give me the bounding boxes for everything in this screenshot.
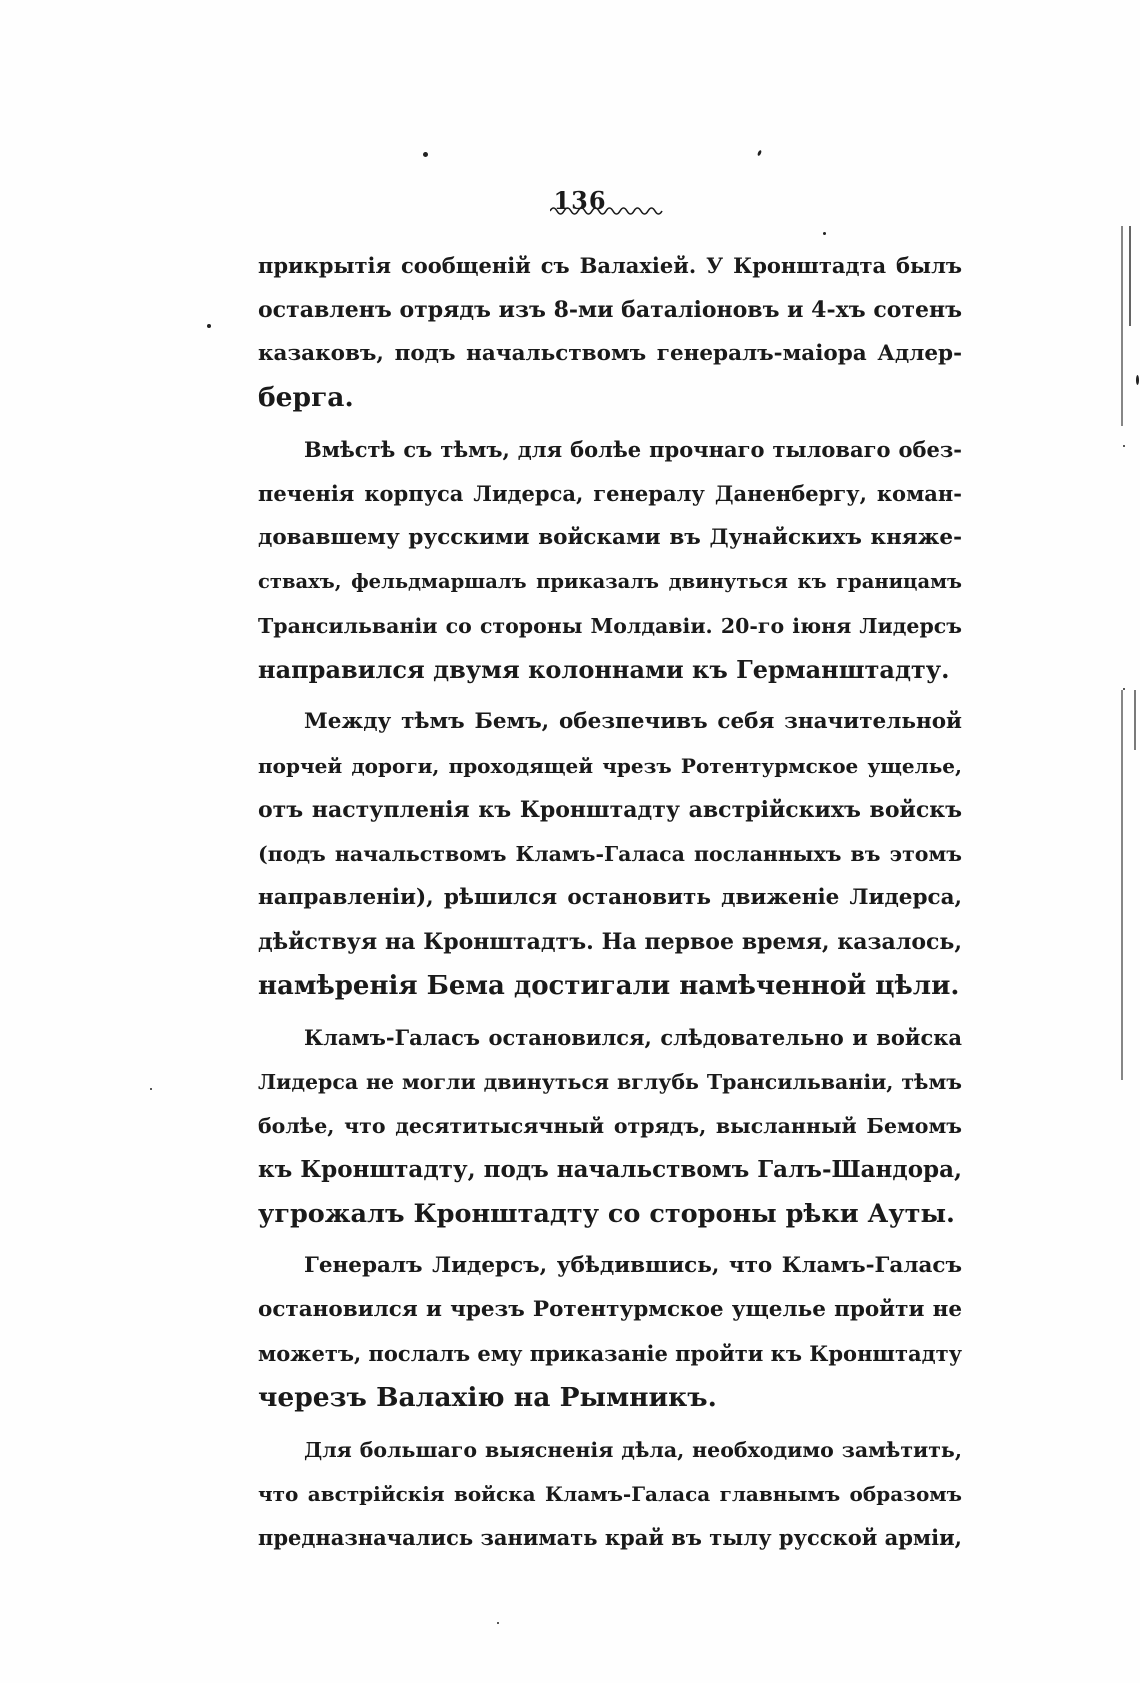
text-line: довавшему русскими войсками въ Дунайскихъ княже-	[258, 525, 962, 550]
text-line: Трансильваніи со стороны Молдавіи. 20-го іюня Лидерсъ	[258, 614, 962, 638]
scan-speck	[1136, 375, 1139, 385]
text-line: направился двумя колоннами къ Германштадту.	[258, 655, 950, 684]
scan-speck	[423, 152, 428, 157]
text-line: порчей дороги, проходящей чрезъ Ротентурмское ущелье,	[258, 754, 962, 778]
text-line: Для большаго выясненія дѣла, необходимо замѣтить,	[304, 1438, 962, 1462]
paragraph-gap	[258, 420, 962, 428]
text-line: что австрійскія войска Кламъ-Галаса главнымъ образомъ	[258, 1482, 962, 1506]
page-edge-mark	[1121, 690, 1123, 1080]
scan-speck	[823, 232, 826, 235]
text-line: Лидерса не могли двинуться вглубь Трансильваніи, тѣмъ	[258, 1070, 962, 1094]
text-line: ствахъ, фельдмаршалъ приказалъ двинуться къ границамъ	[258, 570, 962, 593]
page-edge-mark	[1129, 226, 1131, 326]
text-line: къ Кронштадту, подъ начальствомъ Галъ-Шандора,	[258, 1156, 962, 1183]
paragraph-gap	[258, 692, 962, 700]
paragraph	[258, 1016, 962, 1236]
text-line: (подъ начальствомъ Кламъ-Галаса посланныхъ въ этомъ	[258, 842, 962, 866]
scan-speck	[207, 324, 211, 328]
text-line: угрожалъ Кронштадту со стороны рѣки Ауты.	[258, 1199, 955, 1229]
paragraph-gap	[258, 1008, 962, 1016]
paragraph	[258, 700, 962, 1008]
text-line: направленіи), рѣшился остановить движеніе Лидерса,	[258, 885, 962, 910]
page-edge-mark	[1121, 226, 1123, 426]
text-line: предназначались занимать край въ тылу русской арміи,	[258, 1525, 962, 1550]
scan-speck	[1123, 445, 1125, 447]
text-line: казаковъ, подъ начальствомъ генералъ-маіора Адлер-	[258, 341, 962, 366]
scan-speck	[150, 1088, 152, 1090]
page-edge-mark	[1134, 690, 1136, 750]
text-line: остановился и чрезъ Ротентурмское ущелье пройти не	[258, 1297, 962, 1322]
paragraph	[258, 244, 962, 420]
text-line: берга.	[258, 382, 354, 413]
text-line: оставленъ отрядъ изъ 8-ми баталіоновъ и 4-хъ сотенъ	[258, 297, 962, 323]
text-line: дѣйствуя на Кронштадтъ. На первое время, казалось,	[258, 929, 962, 955]
page-number: 136	[553, 186, 607, 215]
text-line: намѣренія Бема достигали намѣченной цѣли.	[258, 971, 960, 1001]
paragraph-gap	[258, 1236, 962, 1244]
body-text	[258, 244, 962, 1560]
text-line: отъ наступленія къ Кронштадту австрійскихъ войскъ	[258, 797, 962, 823]
paragraph-gap	[258, 1420, 962, 1428]
paragraph	[258, 1428, 962, 1560]
text-line: Кламъ-Галасъ остановился, слѣдовательно и войска	[304, 1025, 962, 1050]
scan-speck	[757, 150, 762, 157]
scan-speck	[497, 1622, 499, 1624]
text-line: можетъ, послалъ ему приказаніе пройти къ Кронштадту	[258, 1341, 962, 1366]
paragraph	[258, 1244, 962, 1420]
text-line: печенія корпуса Лидерса, генералу Даненбергу, коман-	[258, 481, 962, 506]
text-line: Между тѣмъ Бемъ, обезпечивъ себя значительной	[304, 709, 962, 734]
text-line: Вмѣстѣ съ тѣмъ, для болѣе прочнаго тыловаго обез-	[304, 437, 962, 462]
text-line: Генералъ Лидерсъ, убѣдившись, что Кламъ-Галасъ	[304, 1253, 962, 1278]
paragraph	[258, 428, 962, 692]
wavy-rule-ornament	[550, 205, 665, 217]
text-line: черезъ Валахію на Рымникъ.	[258, 1382, 717, 1413]
text-line: болѣе, что десятитысячный отрядъ, высланный Бемомъ	[258, 1114, 962, 1138]
scan-speck	[1123, 688, 1125, 690]
text-line: прикрытія сообщеній съ Валахіей. У Кронштадта былъ	[258, 253, 962, 278]
